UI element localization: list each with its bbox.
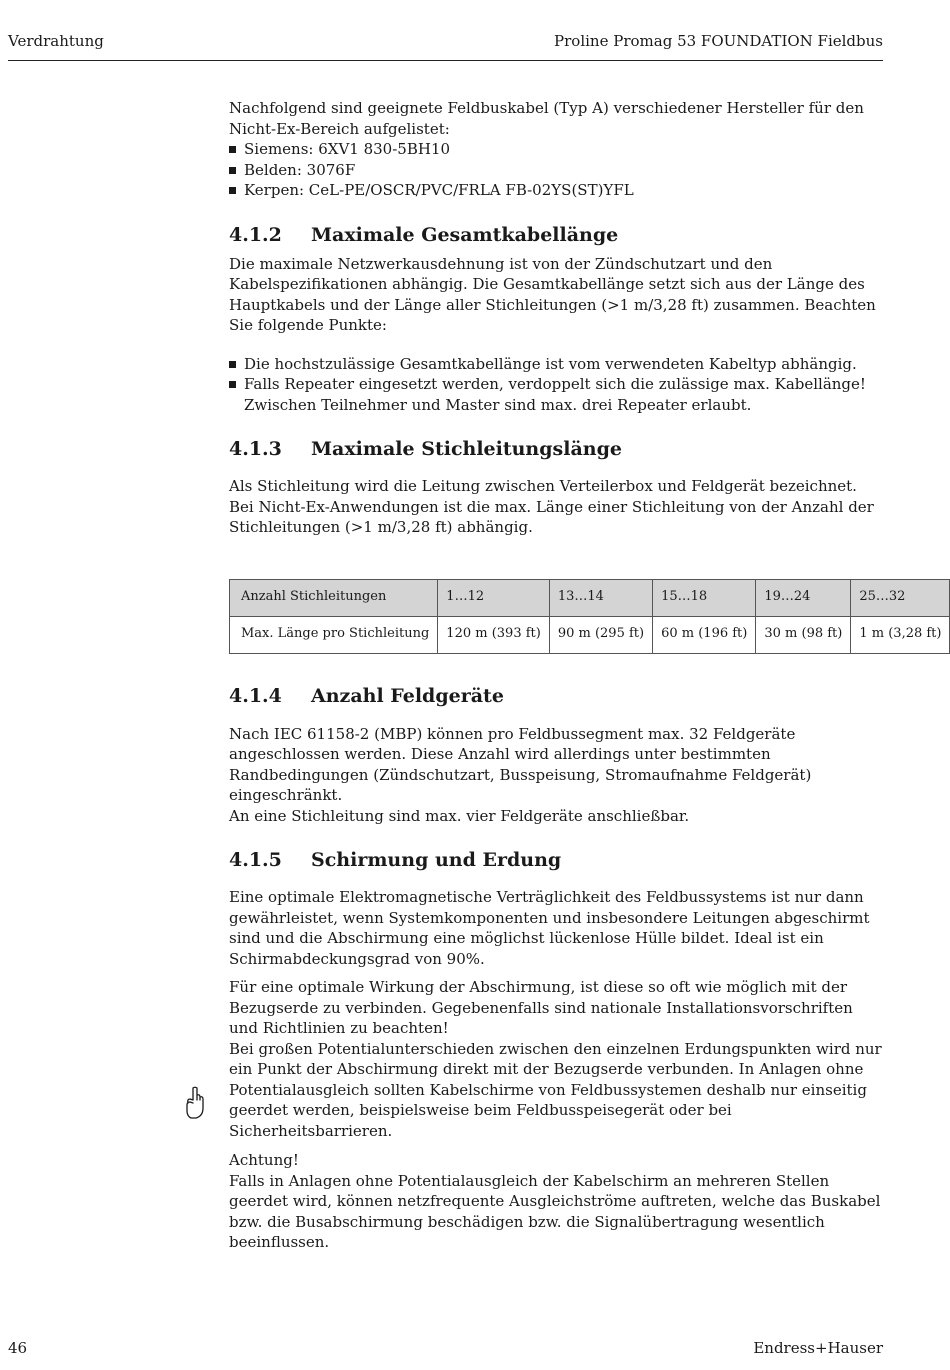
section-title: Anzahl Feldgeräte (311, 684, 504, 707)
table-row (230, 616, 950, 653)
paragraph: Eine optimale Elektromagnetische Verträglichkeit des Feldbussystems ist nur dann gewährleistet, wenn Systemkomponenten und insbesondere Leitungen abgeschirmt sind und die Abschirmung eine möglichst lückenlose Hülle bildet. Ideal ist ein Schirmabdeckungsgrad von 90%. (229, 888, 870, 968)
table-cell: 120 m (393 ft) (438, 616, 550, 653)
paragraph: Für eine optimale Wirkung der Abschirmung, ist diese so oft wie möglich mit der Bezugserde zu verbinden. Gegebenenfalls sind nationale Installationsvorschriften und Richtlinien zu beachten! (229, 978, 853, 1037)
table-cell: 60 m (196 ft) (653, 616, 756, 653)
table-header-cell: Max. Länge pro Stichleitung (230, 616, 438, 653)
section-number: 4.1.5 (229, 849, 282, 871)
pointing-hand-icon (184, 1086, 206, 1122)
section-heading-4-1-2 (229, 222, 885, 248)
page-header (8, 30, 883, 61)
paragraph: Nach IEC 61158-2 (MBP) können pro Feldbussegment max. 32 Feldgeräte angeschlossen werden. Diese Anzahl wird allerdings unter bestimmten Randbedingungen (Zündschutzart, Busspeisung, Stromaufnahme Feldgerät) eingeschränkt. (229, 724, 812, 804)
section-number: 4.1.2 (229, 223, 282, 246)
paragraph: Als Stichleitung wird die Leitung zwischen Verteilerbox und Feldgerät bezeichnet. (229, 477, 857, 495)
table-cell: 1 m (3,28 ft) (851, 616, 950, 653)
page-number: 46 (8, 1339, 28, 1357)
cable-list (229, 139, 885, 201)
stub-length-table (229, 579, 950, 654)
table-cell: 19…24 (756, 579, 851, 616)
table-cell: 13…14 (549, 579, 652, 616)
caution-title: Achtung! (229, 1151, 299, 1169)
section-title: Maximale Gesamtkabellänge (311, 223, 619, 246)
header-product: Proline Promag 53 FOUNDATION Fieldbus (554, 32, 883, 50)
section-title: Schirmung und Erdung (311, 849, 562, 871)
section-title: Maximale Stichleitungslänge (311, 438, 622, 460)
table-cell: 1…12 (438, 579, 550, 616)
list-item: Belden: 3076F (229, 160, 885, 181)
paragraph: An eine Stichleitung sind max. vier Feldgeräte anschließbar. (229, 806, 690, 825)
table-cell: 30 m (98 ft) (756, 616, 851, 653)
paragraph: Die maximale Netzwerkausdehnung ist von der Zündschutzart und den Kabelspezifikationen abhängig. Die Gesamtkabellänge setzt sich aus der Länge des Hauptkabels und der Länge aller Stichleitungen (>1 m/3,28 ft) zusammen. Beachten Sie folgende Punkte: (229, 254, 876, 334)
section-heading-4-1-5 (229, 847, 885, 873)
page-content (229, 98, 942, 1253)
header-section: Verdrahtung (8, 32, 104, 50)
section-heading-4-1-3 (229, 436, 885, 462)
paragraph: Bei großen Potentialunterschieden zwischen den einzelnen Erdungspunkten wird nur ein Punkt der Abschirmung direkt mit der Bezugserde verbunden. In Anlagen ohne Potentialausgleich sollten Kabelschirme von Feldbussystemen deshalb nur einseitig geerdet werden, beispielsweise beim Feldbusspeisegerät oder bei Sicherheitsbarrieren. (229, 1039, 882, 1140)
section-number: 4.1.3 (229, 438, 282, 460)
section-heading-4-1-4 (229, 683, 885, 709)
list-item: Siemens: 6XV1 830-5BH10 (229, 139, 885, 160)
list-item: Kerpen: CeL-PE/OSCR/PVC/FRLA FB-02YS(ST)YFL (229, 180, 885, 201)
caution-text: Falls in Anlagen ohne Potentialausgleich der Kabelschirm an mehreren Stellen geerdet wird, können netzfrequente Ausgleichströme auftreten, welche das Buskabel bzw. die Busabschirmung beschädigen bzw. die Signalübertragung wesentlich beeinflussen. (229, 1171, 881, 1251)
table-cell: 25…32 (851, 579, 950, 616)
table-cell: 90 m (295 ft) (549, 616, 652, 653)
table-header-cell: Anzahl Stichleitungen (230, 579, 438, 616)
list-item: Die hochstzulässige Gesamtkabellänge ist vom verwendeten Kabeltyp abhängig. (229, 354, 885, 375)
table-cell: 15…18 (653, 579, 756, 616)
brand-name: Endress+Hauser (753, 1339, 883, 1357)
bullet-list (229, 354, 885, 416)
table-row (230, 579, 950, 616)
section-number: 4.1.4 (229, 684, 282, 707)
intro-text: Nachfolgend sind geeignete Feldbuskabel (Typ A) verschiedener Hersteller für den Nicht-Ex-Bereich aufgelistet: (229, 99, 864, 138)
list-item: Falls Repeater eingesetzt werden, verdoppelt sich die zulässige max. Kabellänge! Zwischen Teilnehmer und Master sind max. drei Repeater erlaubt. (229, 374, 885, 415)
paragraph: Bei Nicht-Ex-Anwendungen ist die max. Länge einer Stichleitung von der Anzahl der Stichleitungen (>1 m/3,28 ft) abhängig. (229, 497, 874, 536)
